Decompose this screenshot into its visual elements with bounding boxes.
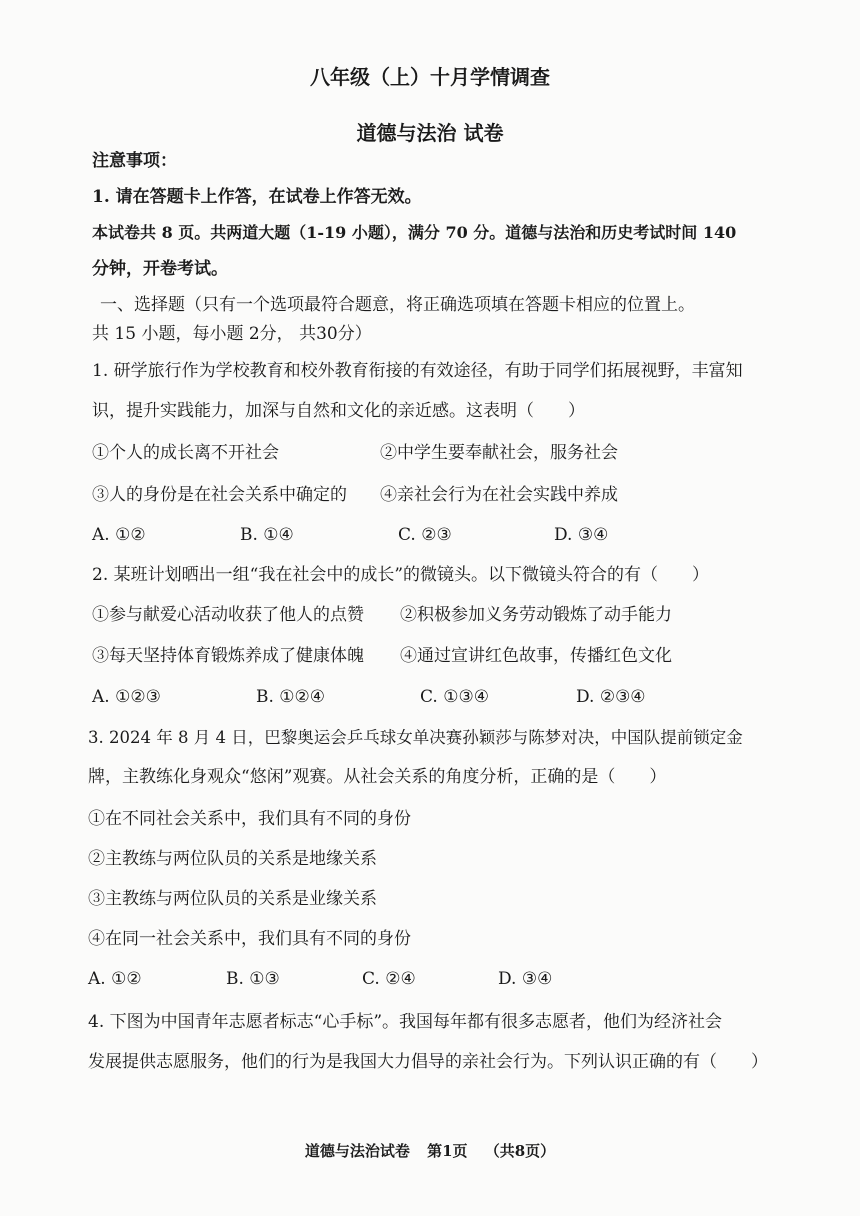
footer-subject: 道德与法治试卷 [304,1142,410,1160]
q2-item-4: ④通过宣讲红色故事，传播红色文化 [400,646,672,666]
q3-option-d: D. ③④ [498,969,553,989]
q1-stem-line-1: 1. 研学旅行作为学校教育和校外教育衔接的有效途径，有助于同学们拓展视野，丰富知 [92,361,743,381]
q2-option-a: A. ①②③ [92,687,161,707]
q2-item-1: ①参与献爱心活动收获了他人的点赞 [92,605,364,625]
q2-item-3: ③每天坚持体育锻炼养成了健康体魄 [92,646,364,666]
q3-option-a: A. ①② [88,969,142,989]
q4-stem-line-2: 发展提供志愿服务，他们的行为是我国大力倡导的亲社会行为。下列认识正确的有（ ） [88,1052,768,1072]
footer-total-pages: （共8页） [484,1142,556,1160]
q2-option-b: B. ①②④ [256,687,326,707]
q1-option-d: D. ③④ [554,525,609,545]
notice-item-2-line-2: 分钟，开卷考试。 [92,259,228,279]
q1-item-1: ①个人的成长离不开社会 [92,443,279,463]
q3-item-2: ②主教练与两位队员的关系是地缘关系 [88,849,377,869]
q4-stem-line-1: 4. 下图为中国青年志愿者标志“心手标”。我国每年都有很多志愿者，他们为经济社会 [88,1012,723,1032]
q3-stem-line-1: 3. 2024 年 8 月 4 日，巴黎奥运会乒乓球女单决赛孙颖莎与陈梦对决，中国队提前锁定金 [88,728,743,747]
notice-item-1: 1. 请在答题卡上作答，在试卷上作答无效。 [92,187,422,207]
footer-page-number: 第1页 [427,1142,468,1160]
q3-item-1: ①在不同社会关系中，我们具有不同的身份 [88,809,411,829]
q2-stem-line-1: 2. 某班计划晒出一组“我在社会中的成长”的微镜头。以下微镜头符合的有（ ） [92,565,710,585]
q1-item-4: ④亲社会行为在社会实践中养成 [380,485,618,505]
notice-heading: 注意事项： [92,151,177,171]
q3-option-c: C. ②④ [362,969,416,989]
q1-option-a: A. ①② [92,525,146,545]
section-heading-line-2: 共 15 小题，每小题 2分， 共30分） [92,324,372,344]
q1-stem-line-2: 识，提升实践能力，加深与自然和文化的亲近感。这表明（ ） [92,401,585,421]
page-footer [0,1140,860,1161]
q1-item-3: ③人的身份是在社会关系中确定的 [92,485,347,505]
q3-item-3: ③主教练与两位队员的关系是业缘关系 [88,889,377,909]
section-heading-line-1: 一、选择题（只有一个选项最符合题意，将正确选项填在答题卡相应的位置上。 [100,295,695,315]
q2-item-2: ②积极参加义务劳动锻炼了动手能力 [400,605,672,625]
q1-option-c: C. ②③ [398,525,452,545]
q3-stem-line-2: 牌，主教练化身观众“悠闲”观赛。从社会关系的角度分析，正确的是（ ） [88,767,667,787]
q1-option-b: B. ①④ [240,525,294,545]
exam-subtitle: 道德与法治 试卷 [356,121,504,145]
q3-item-4: ④在同一社会关系中，我们具有不同的身份 [88,929,411,949]
notice-item-2-line-1: 本试卷共 8 页。共两道大题（1-19 小题），满分 70 分。道德与法治和历史考试时间 140 [92,223,737,242]
q2-option-c: C. ①③④ [420,687,489,707]
exam-title: 八年级（上）十月学情调查 [310,65,550,89]
q1-item-2: ②中学生要奉献社会，服务社会 [380,443,618,463]
q2-option-d: D. ②③④ [576,687,646,707]
q3-option-b: B. ①③ [226,969,280,989]
